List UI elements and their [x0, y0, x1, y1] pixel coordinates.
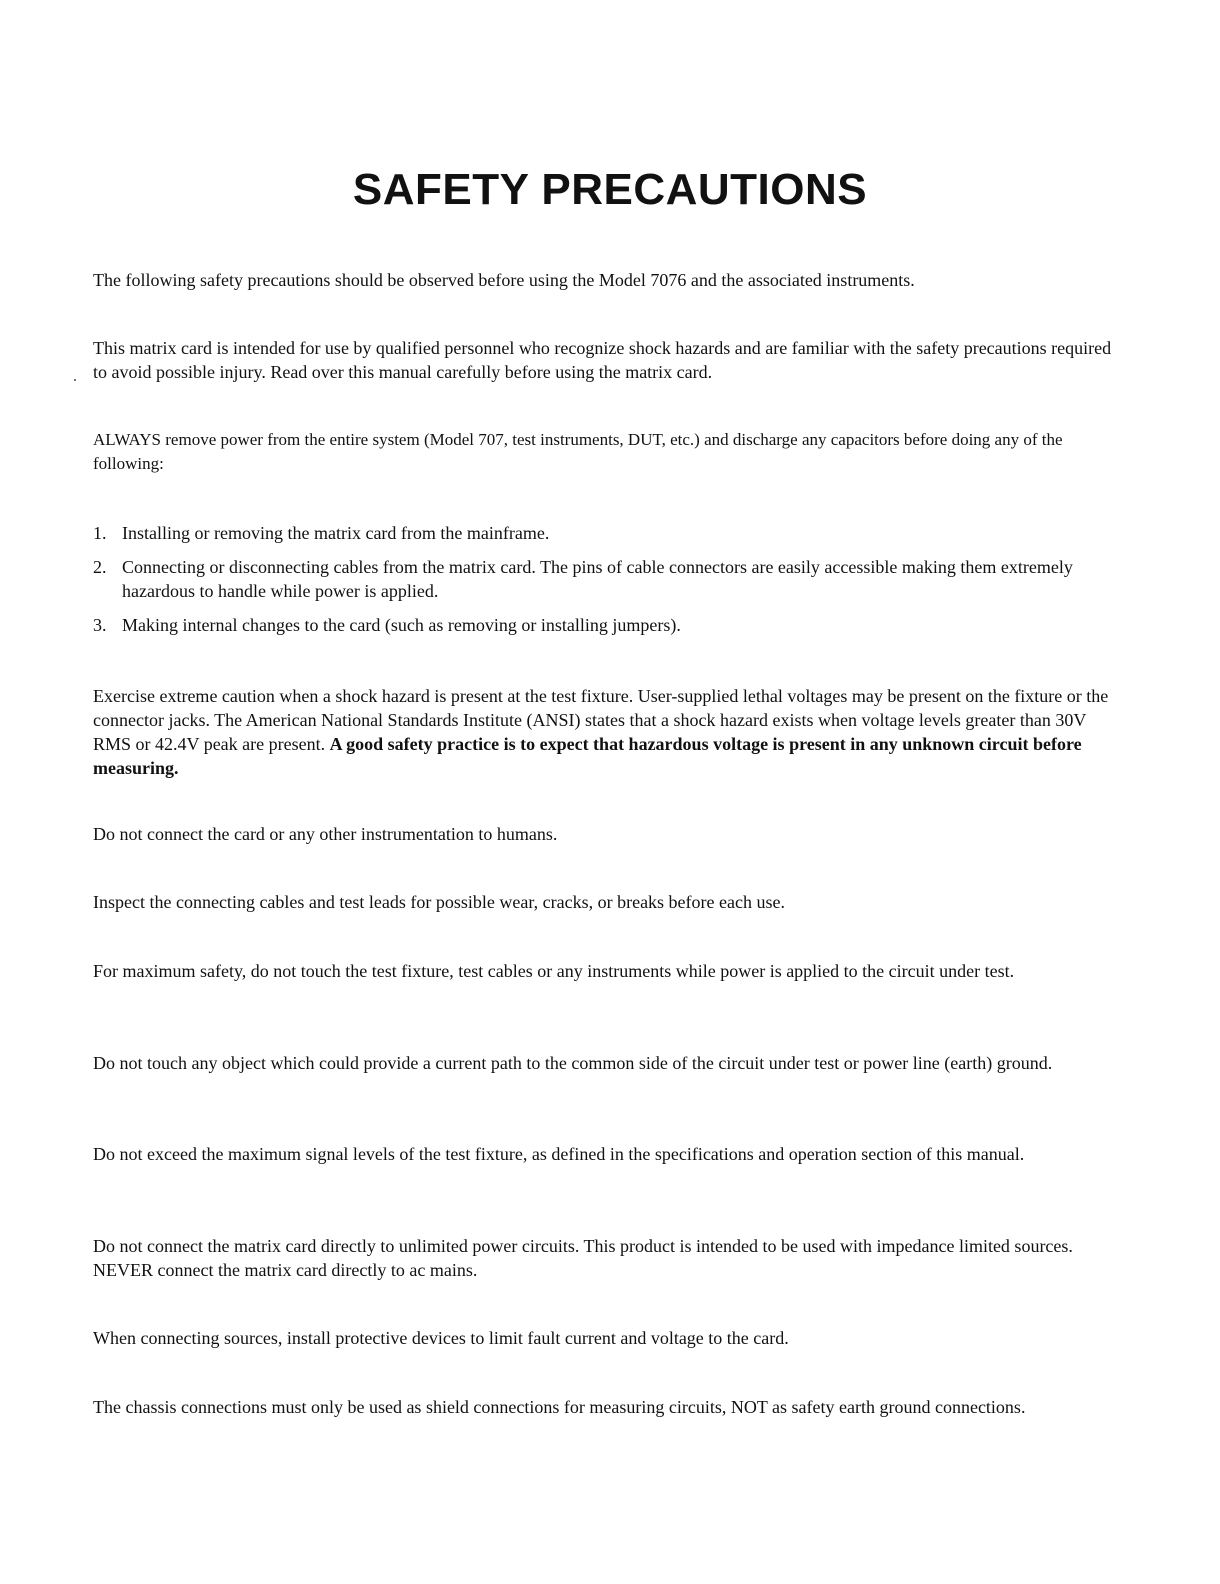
unlimited-power-paragraph: Do not connect the matrix card directly to unlimited power circuits. This product is intended to be used with impedance limited sources. NEVER connect the matrix card directly to ac mains. — [93, 1236, 1073, 1280]
exercise-caution-text: Exercise extreme caution when a shock hazard is present at the test fixture. User-supplied lethal voltages may be present on the fixture or the connector jacks. The American National Standards Institute (ANSI) states that a shock hazard exists when voltage levels greater than 30V RMS or 42.4V peak are present. — [93, 686, 1109, 754]
precaution-list — [93, 521, 1125, 647]
humans-paragraph: Do not connect the card or any other instrumentation to humans. — [93, 824, 558, 844]
list-item-number: 2. — [93, 557, 107, 577]
signal-levels-paragraph: Do not exceed the maximum signal levels of the test fixture, as defined in the specifications and operation section of this manual. — [93, 1144, 1025, 1164]
list-item-text: Installing or removing the matrix card from the mainframe. — [122, 523, 550, 543]
always-remove-power-paragraph: ALWAYS remove power from the entire system (Model 707, test instruments, DUT, etc.) and discharge any capacitors before doing any of the following: — [93, 430, 1063, 473]
scan-speck — [74, 379, 76, 381]
list-item-text: Making internal changes to the card (such as removing or installing jumpers). — [122, 615, 681, 635]
exercise-caution-paragraph — [93, 684, 1125, 780]
list-item-text: Connecting or disconnecting cables from the matrix card. The pins of cable connectors are easily accessible making them extremely hazardous to handle while power is applied. — [122, 557, 1073, 601]
list-item — [93, 521, 1125, 545]
list-item-number: 3. — [93, 615, 107, 635]
list-item — [93, 613, 1125, 637]
page-title: SAFETY PRECAUTIONS — [352, 165, 868, 214]
protective-devices-paragraph: When connecting sources, install protective devices to limit fault current and voltage to the card. — [93, 1328, 789, 1348]
inspect-paragraph: Inspect the connecting cables and test leads for possible wear, cracks, or breaks before each use. — [93, 892, 785, 912]
qualified-personnel-paragraph: This matrix card is intended for use by qualified personnel who recognize shock hazards and are familiar with the safety precautions required to avoid possible injury. Read over this manual carefully before using the matrix card. — [93, 338, 1112, 382]
list-item — [93, 555, 1125, 603]
max-safety-paragraph: For maximum safety, do not touch the test fixture, test cables or any instruments while power is applied to the circuit under test. — [93, 961, 1015, 981]
chassis-paragraph: The chassis connections must only be used as shield connections for measuring circuits, NOT as safety earth ground connections. — [93, 1397, 1026, 1417]
current-path-paragraph: Do not touch any object which could provide a current path to the common side of the circuit under test or power line (earth) ground. — [93, 1053, 1053, 1073]
exercise-caution-bold-text: A good safety practice is to expect that hazardous voltage is present in any unknown circuit before measuring. — [93, 734, 1082, 778]
intro-paragraph: The following safety precautions should be observed before using the Model 7076 and the associated instruments. — [93, 270, 915, 290]
list-item-number: 1. — [93, 523, 107, 543]
